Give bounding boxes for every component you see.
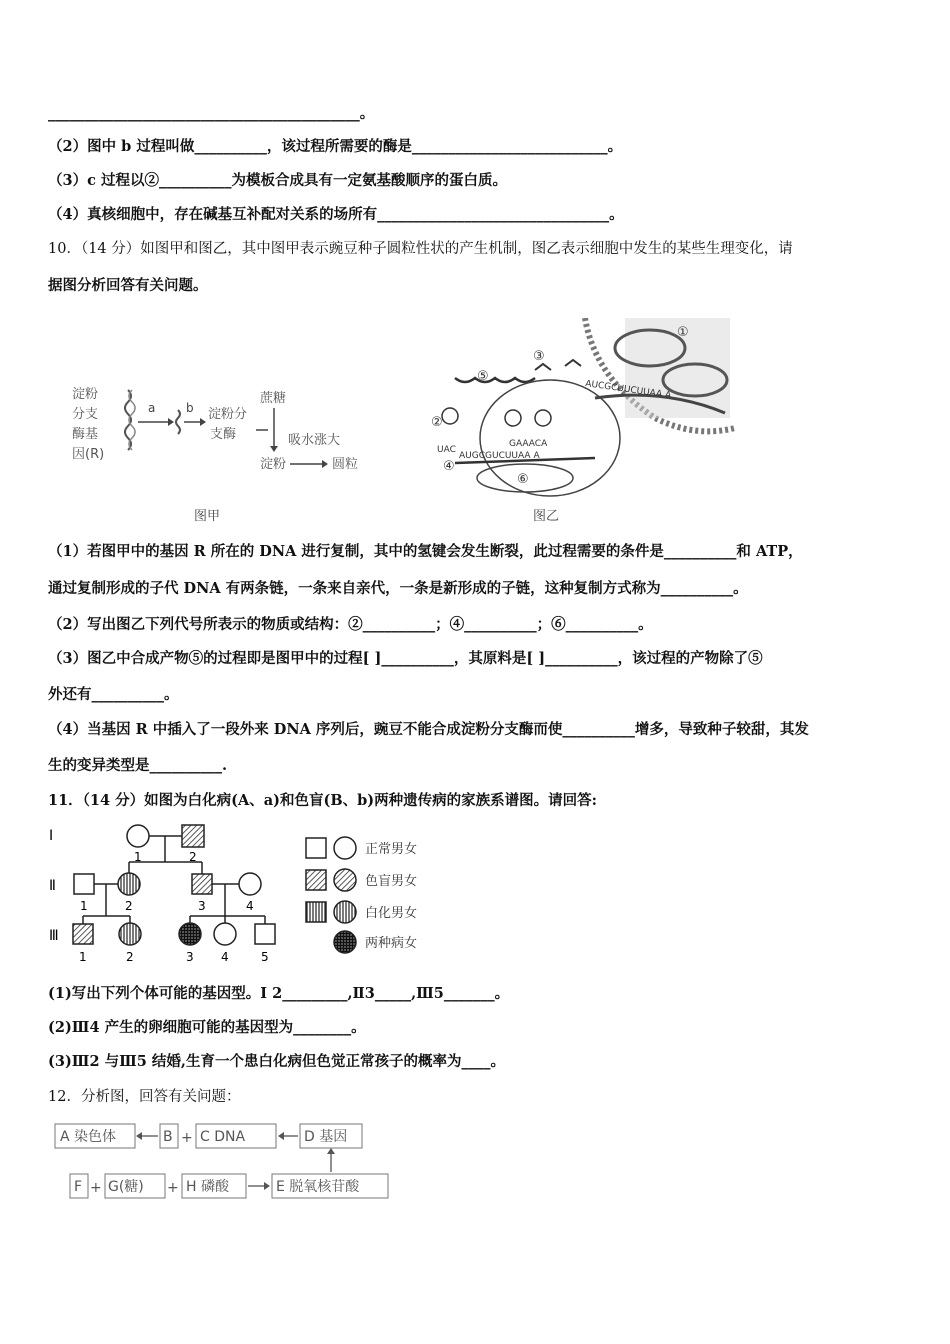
- II4-number: 4: [246, 899, 254, 913]
- gene-label-4: 因(R): [72, 447, 105, 462]
- label-2: ②: [431, 415, 443, 430]
- q10-part1-line1: （1）若图甲中的基因 R 所在的 DNA 进行复制，其中的氢键会发生断裂，此过程需要的条件是__________和 ATP，: [48, 543, 803, 560]
- arrow-d-to-c-head: [278, 1132, 284, 1140]
- water-label: 吸水涨大: [288, 433, 341, 448]
- arrow-round-head: [322, 460, 328, 468]
- legend-both-female: [334, 931, 356, 953]
- mrna-label: AUGCGUCUUAA A: [459, 451, 540, 461]
- label-a: a: [148, 401, 156, 415]
- II2-female-albino: [118, 873, 140, 895]
- I2-male-colorblind: [182, 825, 204, 847]
- arrow-b-to-a-head: [136, 1132, 142, 1140]
- q10-stem-line2: 据图分析回答有关问题。: [48, 277, 208, 294]
- mrna-squiggle-icon: [176, 410, 180, 434]
- label-4: ④: [443, 459, 455, 474]
- box-h-label: H 磷酸: [186, 1179, 229, 1195]
- q11-part2: (2)Ⅲ4 产生的卵细胞可能的基因型为________。: [48, 1019, 366, 1036]
- III3-female-both: [179, 923, 201, 945]
- figure-yi: [425, 318, 735, 528]
- q10-stem-text: 10．（14 分）如图甲和图乙，其中图甲表示豌豆种子圆粒性状的产生机制，图乙表示细胞中发生的某些生理变化，请: [48, 241, 793, 257]
- legend-albino-female: [334, 901, 356, 923]
- III3-number: 3: [186, 950, 194, 964]
- arrow-down-head: [270, 446, 278, 452]
- label-5: ⑤: [477, 369, 489, 384]
- label-1: ①: [677, 325, 689, 340]
- legend-normal-label: 正常男女: [365, 842, 418, 857]
- plus-3: +: [167, 1180, 179, 1196]
- legend-albino-male: [306, 902, 326, 922]
- caption-yi: 图乙: [533, 509, 560, 524]
- arrow-e-to-d-head: [327, 1148, 335, 1154]
- gen-label-3: Ⅲ: [49, 928, 59, 944]
- I1-number: 1: [134, 850, 142, 864]
- I1-female: [127, 825, 149, 847]
- III4-female: [214, 923, 236, 945]
- anticodon-label-2: GAAACA: [509, 439, 548, 449]
- box-b-label: B: [163, 1129, 173, 1145]
- III5-number: 5: [261, 950, 269, 964]
- III2-number: 2: [126, 950, 134, 964]
- legend-colorblind-male: [306, 870, 326, 890]
- II3-number: 3: [198, 899, 206, 913]
- box-g-label: G(糖): [108, 1179, 144, 1195]
- q10-part1-line2: 通过复制形成的子代 DNA 有两条链，一条来自亲代，一条是新形成的子链，这种复制方式称为__________。: [48, 580, 748, 597]
- legend-colorblind-label: 色盲男女: [365, 874, 418, 889]
- q11-part3: (3)Ⅲ2 与Ⅲ5 结婚,生育一个患白化病但色觉正常孩子的概率为____。: [48, 1053, 505, 1070]
- II1-male: [74, 874, 94, 894]
- mrna-label-top: AUCGCUUCUUAA A: [584, 379, 672, 402]
- II1-number: 1: [80, 899, 88, 913]
- q9-part2: （2）图中 b 过程叫做__________，该过程所需要的酶是___________________________。: [48, 138, 623, 155]
- III1-number: 1: [79, 950, 87, 964]
- flow-figure: [50, 1118, 400, 1208]
- box-c-label: C DNA: [200, 1129, 246, 1145]
- gen-label-2: Ⅱ: [49, 878, 56, 894]
- trna-icon-2: [505, 410, 521, 426]
- plus-2: +: [90, 1180, 102, 1196]
- legend-colorblind-female: [334, 869, 356, 891]
- anticodon-label: UAC: [437, 445, 456, 455]
- III4-number: 4: [221, 950, 229, 964]
- arrow-h-to-e-head: [264, 1182, 270, 1190]
- label-3: ③: [533, 349, 545, 364]
- trna-icon-3: [535, 410, 551, 426]
- gen-label-1: Ⅰ: [49, 828, 54, 844]
- legend-normal-female: [334, 837, 356, 859]
- label-b: b: [186, 401, 194, 415]
- trna-icon-1: [442, 408, 458, 424]
- arrow-a-head: [168, 418, 174, 426]
- box-a-label: A 染色体: [60, 1129, 117, 1145]
- II3-male-colorblind: [192, 874, 212, 894]
- starch-label: 淀粉: [260, 457, 287, 472]
- box-f-label: F: [74, 1179, 83, 1195]
- q9-part3: （3）c 过程以②__________为模板合成具有一定氨基酸顺序的蛋白质。: [48, 172, 507, 189]
- III1-male-colorblind: [73, 924, 93, 944]
- II4-female: [239, 873, 261, 895]
- pedigree-figure: [45, 818, 445, 968]
- II2-number: 2: [125, 899, 133, 913]
- label-6: ⑥: [517, 472, 529, 487]
- box-e-label: E 脱氧核苷酸: [276, 1179, 360, 1195]
- sucrose-label: 蔗糖: [260, 391, 287, 406]
- q10-part4-line2: 生的变异类型是__________.: [48, 757, 228, 774]
- I2-number: 2: [189, 850, 197, 864]
- q12-stem: [48, 1087, 240, 1107]
- q9-part4: （4）真核细胞中，存在碱基互补配对关系的场所有________________________________。: [48, 206, 624, 223]
- enzyme-label-1: 淀粉分: [208, 407, 248, 422]
- III2-female-albino: [119, 923, 141, 945]
- q12-stem-text: 12．分析图，回答有关问题：: [48, 1089, 241, 1105]
- figure-jia: [60, 380, 400, 540]
- q9-answer-line: ___________________________________________。: [48, 105, 375, 122]
- q11-stem: 11．（14 分）如图为白化病(A、a)和色盲(B、b)两种遗传病的家族系谱图。请回答:: [48, 792, 597, 809]
- legend-normal-male: [306, 838, 326, 858]
- q10-part3-line2: 外还有__________。: [48, 686, 179, 703]
- enzyme-label-2: 支酶: [210, 427, 237, 442]
- q11-part1: (1)写出下列个体可能的基因型。Ⅰ 2_________,Ⅱ3_____,Ⅲ5_______。: [48, 985, 510, 1002]
- peptide-chain: [455, 378, 535, 382]
- box-d-label: D 基因: [304, 1129, 348, 1145]
- q10-part3-line1: （3）图乙中合成产物⑤的过程即是图甲中的过程[ ]__________，其原料是[ ]__________，该过程的产物除了⑤: [48, 650, 763, 667]
- III5-male: [255, 924, 275, 944]
- legend-both-label: 两种病女: [365, 936, 418, 951]
- round-label: 圆粒: [332, 457, 359, 472]
- arrow-b-head: [200, 418, 206, 426]
- q10-part4-line1: （4）当基因 R 中插入了一段外来 DNA 序列后，豌豆不能合成淀粉分支酶而使__________增多，导致种子较甜，其发: [48, 721, 809, 738]
- gene-label-2: 分支: [72, 407, 99, 422]
- gene-label-3: 酶基: [72, 427, 99, 442]
- q10-part2: （2）写出图乙下列代号所表示的物质或结构：②__________；④__________；⑥__________。: [48, 616, 653, 633]
- plus-1: +: [181, 1130, 193, 1146]
- legend-albino-label: 白化男女: [365, 906, 418, 921]
- ribosome-outline: [480, 380, 620, 496]
- q10-stem-line1: [48, 239, 793, 259]
- gene-label-1: 淀粉: [72, 387, 99, 402]
- caption-jia: 图甲: [194, 509, 221, 524]
